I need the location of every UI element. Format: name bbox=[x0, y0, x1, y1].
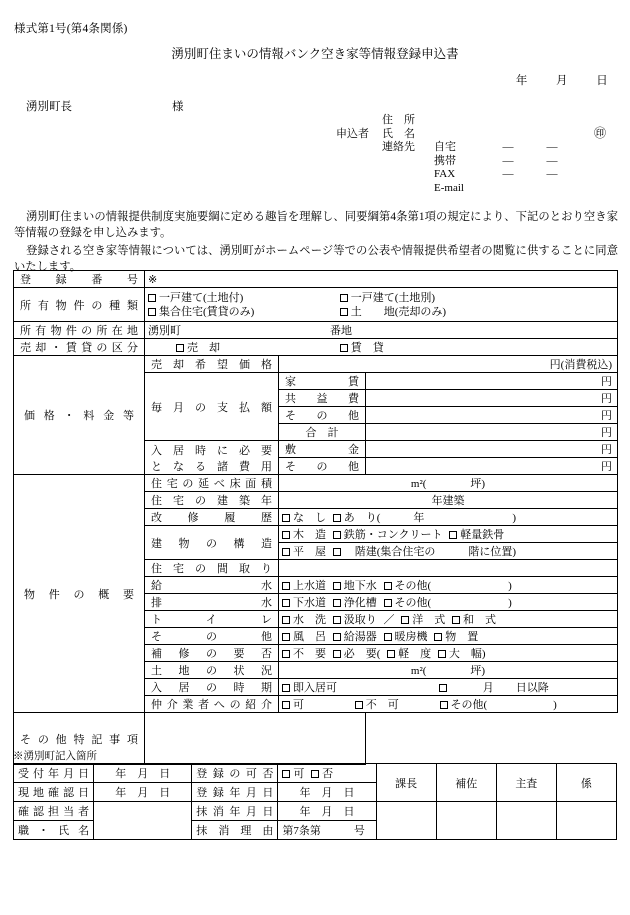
table-row-property-type bbox=[14, 288, 618, 322]
checkbox-tap-water[interactable] bbox=[282, 577, 326, 593]
checkbox-label: 集合住宅(賃貸のみ) bbox=[159, 305, 255, 318]
value-layout[interactable] bbox=[279, 560, 618, 577]
property-type-row-2 bbox=[148, 305, 614, 319]
contact-dash-2-2: — bbox=[546, 168, 558, 181]
checkbox-icon[interactable] bbox=[434, 633, 442, 641]
checkbox-bath[interactable] bbox=[282, 628, 326, 644]
value-property-type bbox=[145, 288, 618, 322]
value-move-in-timing bbox=[279, 679, 618, 696]
checkbox-detached-without-land[interactable] bbox=[340, 291, 435, 305]
checkbox-label: 可 bbox=[293, 768, 305, 780]
checkbox-label: 鉄筋・コンクリート bbox=[343, 529, 443, 541]
value-drainage bbox=[279, 594, 618, 611]
value-sale-rent-division bbox=[145, 339, 618, 356]
checkbox-label: 土 地(売却のみ) bbox=[350, 305, 447, 318]
checkbox-repair-major[interactable] bbox=[438, 645, 486, 661]
checkbox-storage[interactable] bbox=[434, 628, 478, 644]
checkbox-renovation-yes[interactable] bbox=[333, 509, 516, 525]
label-desired-price: 売却希望価格 bbox=[145, 356, 279, 373]
checkbox-icon[interactable] bbox=[282, 633, 290, 641]
label-registration-approval: 登録の可否 bbox=[192, 764, 278, 783]
checkbox-label: 和 式 bbox=[463, 614, 496, 626]
checkbox-heater[interactable] bbox=[384, 628, 428, 644]
date-line bbox=[516, 72, 608, 88]
value-structure-row-2 bbox=[279, 543, 618, 560]
contact-dash-1-1: — bbox=[502, 154, 514, 167]
value-registration-date[interactable]: 年 月 日 bbox=[278, 783, 376, 802]
checkbox-single-story[interactable] bbox=[282, 543, 326, 559]
label-monthly-payment: 毎月の支払額 bbox=[145, 373, 279, 441]
checkbox-icon[interactable] bbox=[449, 531, 457, 539]
admin-table-row-2 bbox=[14, 802, 617, 821]
property-registration-table bbox=[13, 270, 618, 765]
checkbox-referral-ok[interactable] bbox=[282, 696, 348, 712]
checkbox-sewer[interactable] bbox=[282, 594, 326, 610]
checkbox-icon[interactable] bbox=[340, 294, 348, 302]
checkbox-label: 即入居可 bbox=[293, 682, 337, 694]
checkbox-reject[interactable] bbox=[311, 765, 333, 781]
checkbox-label: 必 要( bbox=[343, 648, 381, 660]
value-agent-referral bbox=[279, 696, 618, 713]
checkbox-water-other[interactable] bbox=[384, 577, 512, 593]
label-confirming-officer: 確認担当者 bbox=[14, 802, 94, 821]
checkbox-icon[interactable] bbox=[333, 633, 341, 641]
applicant-address-label: 住 所 bbox=[382, 114, 415, 126]
checkbox-pit-toilet[interactable] bbox=[333, 611, 377, 627]
checkbox-icon[interactable] bbox=[340, 344, 348, 352]
label-overview-section: 物件の概要 bbox=[14, 475, 145, 713]
checkbox-drainage-other[interactable] bbox=[384, 594, 512, 610]
label-deposit: 敷 金 bbox=[279, 441, 366, 458]
checkbox-icon[interactable] bbox=[439, 684, 447, 692]
label-layout: 住宅の間取り bbox=[145, 560, 279, 577]
value-monthly-total[interactable]: 円 bbox=[366, 424, 618, 441]
checkbox-label: 不 要 bbox=[293, 648, 326, 660]
checkbox-label: 風 呂 bbox=[293, 631, 326, 643]
table-row-property-location bbox=[14, 322, 618, 339]
checkbox-referral-other[interactable] bbox=[440, 696, 557, 712]
label-structure: 建物の構造 bbox=[145, 526, 279, 560]
addressee: 湧別町長 bbox=[26, 101, 72, 113]
checkbox-label: 大 幅) bbox=[448, 648, 486, 660]
checkbox-japanese-style[interactable] bbox=[452, 611, 496, 627]
checkbox-wooden[interactable] bbox=[282, 526, 326, 542]
checkbox-icon[interactable] bbox=[282, 684, 290, 692]
checkbox-label: その他( ) bbox=[394, 597, 512, 609]
checkbox-repair-necessary[interactable] bbox=[333, 645, 381, 661]
header-approval-assistant: 補佐 bbox=[436, 764, 496, 802]
checkbox-icon[interactable] bbox=[333, 582, 341, 590]
header-approval-section-chief: 課長 bbox=[376, 764, 436, 802]
body-paragraph-1-text: 湧別町住まいの情報提供制度実施要綱に定める趣旨を理解し、同要綱第4条第1項の規定により、下記のとおり空き家等情報の登録を申し込みます。 bbox=[14, 211, 618, 239]
applicant-contact-row-2 bbox=[336, 168, 574, 182]
checkbox-icon[interactable] bbox=[333, 599, 341, 607]
value-land-condition[interactable]: m²( 坪) bbox=[279, 662, 618, 679]
body-paragraph-1 bbox=[14, 209, 618, 241]
label-monthly-other: そ の 他 bbox=[279, 407, 366, 424]
toilet-separator: ／ bbox=[383, 614, 395, 626]
checkbox-icon[interactable] bbox=[282, 616, 290, 624]
checkbox-icon[interactable] bbox=[282, 770, 290, 778]
checkbox-detached-with-land[interactable] bbox=[148, 291, 333, 305]
table-row-registration-number bbox=[14, 271, 618, 288]
applicant-address-row bbox=[336, 114, 574, 128]
date-day-label: 日 bbox=[596, 75, 608, 87]
checkbox-immediate-move-in[interactable] bbox=[282, 679, 432, 695]
applicant-group-label: 申込者 bbox=[336, 127, 369, 140]
contact-dash-0-1: — bbox=[502, 141, 514, 154]
checkbox-icon[interactable] bbox=[355, 701, 363, 709]
checkbox-icon[interactable] bbox=[440, 701, 448, 709]
move-in-costs-line-2: となる諸費用 bbox=[151, 460, 272, 473]
checkbox-septic-tank[interactable] bbox=[333, 594, 377, 610]
date-year-label: 年 bbox=[515, 75, 528, 87]
label-toilet: トイレ bbox=[145, 611, 279, 628]
checkbox-icon[interactable] bbox=[333, 514, 341, 522]
contact-label-1: 携帯 bbox=[434, 154, 456, 167]
label-property-location bbox=[14, 322, 145, 339]
applicant-contact-row-0 bbox=[336, 141, 574, 155]
checkbox-label: 上水道 bbox=[293, 580, 326, 592]
checkbox-label: 洋 式 bbox=[412, 614, 446, 626]
label-water-supply: 給水 bbox=[145, 577, 279, 594]
label-price-section: 価格・料金等 bbox=[14, 356, 145, 475]
checkbox-icon[interactable] bbox=[333, 616, 341, 624]
stamp-box-clerk[interactable] bbox=[556, 802, 616, 840]
value-desired-price[interactable]: 円(消費税込) bbox=[279, 356, 618, 373]
contact-dash-2-1: — bbox=[502, 168, 514, 181]
checkbox-label: 浄化槽 bbox=[343, 597, 377, 609]
checkbox-label: 木 造 bbox=[293, 529, 326, 541]
label-rent: 家 賃 bbox=[279, 373, 366, 390]
checkbox-label: 一戸建て(土地別) bbox=[350, 291, 436, 304]
stamp-box-section-chief[interactable] bbox=[376, 802, 436, 840]
location-suffix: 番地 bbox=[330, 325, 352, 337]
value-site-check-date[interactable]: 年 月 日 bbox=[94, 783, 192, 802]
checkbox-icon[interactable] bbox=[282, 531, 290, 539]
checkbox-label: その他( ) bbox=[394, 580, 512, 592]
checkbox-icon[interactable] bbox=[401, 616, 409, 624]
value-reception-date[interactable]: 年 月 日 bbox=[94, 764, 192, 783]
checkbox-label: 一戸建て(土地付) bbox=[159, 291, 244, 304]
checkbox-western-style[interactable] bbox=[401, 611, 445, 627]
checkbox-repair-unnecessary[interactable] bbox=[282, 645, 326, 661]
label-deletion-date: 抹消年月日 bbox=[192, 802, 278, 821]
form-number: 様式第1号(第4条関係) bbox=[14, 23, 128, 35]
checkbox-flush-toilet[interactable] bbox=[282, 611, 326, 627]
label-repair-needed: 補修の要否 bbox=[145, 645, 279, 662]
contact-label-3: E-mail bbox=[434, 181, 464, 194]
label-site-check-date: 現地確認日 bbox=[14, 783, 94, 802]
applicant-name-row bbox=[336, 126, 607, 142]
checkbox-icon[interactable] bbox=[384, 582, 392, 590]
label-reception-date: 受付年月日 bbox=[14, 764, 94, 783]
label-renovation: 改修履歴 bbox=[145, 509, 279, 526]
municipal-use-table bbox=[13, 763, 617, 840]
value-deletion-date[interactable]: 年 月 日 bbox=[278, 802, 376, 821]
table-row-special-notes bbox=[14, 713, 618, 765]
value-rent[interactable]: 円 bbox=[366, 373, 618, 390]
checkbox-repair-minor[interactable] bbox=[387, 645, 431, 661]
value-special-notes[interactable] bbox=[145, 713, 366, 765]
checkbox-icon[interactable] bbox=[282, 582, 290, 590]
checkbox-label: 階建(集合住宅の 階に位置) bbox=[343, 546, 517, 558]
checkbox-icon[interactable] bbox=[282, 514, 290, 522]
checkbox-label: 下水道 bbox=[293, 597, 326, 609]
contact-label-0: 自宅 bbox=[434, 141, 456, 154]
checkbox-icon[interactable] bbox=[282, 599, 290, 607]
label-floor-area: 住宅の延べ床面積 bbox=[145, 475, 279, 492]
checkbox-icon[interactable] bbox=[384, 599, 392, 607]
checkbox-label: 平 屋 bbox=[293, 546, 326, 558]
checkbox-reinforced-concrete[interactable] bbox=[333, 526, 443, 542]
checkbox-label: 地下水 bbox=[343, 580, 377, 592]
label-agent-referral: 仲介業者への紹介 bbox=[145, 696, 279, 713]
checkbox-icon[interactable] bbox=[176, 344, 184, 352]
contact-label-2: FAX bbox=[434, 168, 456, 181]
checkbox-label: 賃 貸 bbox=[350, 342, 384, 354]
checkbox-label: 給湯器 bbox=[343, 631, 377, 643]
value-other-equipment bbox=[279, 628, 618, 645]
checkbox-label: 汲取り bbox=[343, 614, 377, 626]
checkbox-icon[interactable] bbox=[438, 650, 446, 658]
checkbox-icon[interactable] bbox=[340, 308, 348, 316]
value-floor-area[interactable]: m²( 坪) bbox=[279, 475, 618, 492]
label-property-type: 所有物件の種類 bbox=[14, 288, 145, 322]
checkbox-label: その他( ) bbox=[450, 699, 557, 711]
checkbox-land-sale-only[interactable] bbox=[340, 305, 446, 319]
value-repair-needed bbox=[279, 645, 618, 662]
label-move-in-timing: 入居の時期 bbox=[145, 679, 279, 696]
applicant-block bbox=[336, 114, 607, 196]
value-build-year[interactable]: 年建築 bbox=[279, 492, 618, 509]
value-deposit[interactable]: 円 bbox=[366, 441, 618, 458]
addressee-honorific: 様 bbox=[172, 101, 184, 113]
value-registration-approval bbox=[278, 764, 376, 783]
value-registration-number[interactable]: ※ bbox=[145, 271, 618, 288]
checkbox-icon[interactable] bbox=[387, 650, 395, 658]
checkbox-label: 可 bbox=[293, 699, 304, 711]
value-move-in-other[interactable]: 円 bbox=[366, 458, 618, 475]
body-paragraph-2-text: 登録される空き家等情報については、湧別町がホームページ等での公表や情報提供希望者の閲覧に供することに同意いたします。 bbox=[14, 245, 618, 273]
value-confirming-officer[interactable] bbox=[94, 802, 192, 840]
header-approval-inspector: 主査 bbox=[496, 764, 556, 802]
checkbox-label: あ り( 年 ) bbox=[343, 512, 517, 524]
checkbox-icon[interactable] bbox=[311, 770, 319, 778]
checkbox-icon[interactable] bbox=[384, 633, 392, 641]
value-toilet bbox=[279, 611, 618, 628]
checkbox-multi-story[interactable] bbox=[333, 543, 516, 559]
label-special-notes: その他特記事項 bbox=[14, 713, 145, 765]
applicant-contact-label: 連絡先 bbox=[382, 141, 415, 154]
checkbox-icon[interactable] bbox=[333, 548, 341, 556]
checkbox-groundwater[interactable] bbox=[333, 577, 377, 593]
value-common-fee[interactable]: 円 bbox=[366, 390, 618, 407]
stamp-box-assistant[interactable] bbox=[436, 802, 496, 840]
admin-table-row-0 bbox=[14, 764, 617, 783]
checkbox-apartment-rent-only[interactable] bbox=[148, 305, 333, 319]
checkbox-referral-no[interactable] bbox=[355, 696, 433, 712]
label-registration-number: 登録番号 bbox=[14, 271, 145, 288]
checkbox-label: 売 却 bbox=[187, 342, 220, 354]
value-deletion-reason[interactable]: 第7条第 号 bbox=[278, 821, 376, 840]
checkbox-icon[interactable] bbox=[282, 650, 290, 658]
checkbox-light-steel[interactable] bbox=[449, 526, 504, 542]
contact-dash-1-2: — bbox=[546, 154, 558, 167]
label-drainage: 排水 bbox=[145, 594, 279, 611]
value-renovation bbox=[279, 509, 618, 526]
checkbox-label: 軽量鉄骨 bbox=[460, 529, 505, 541]
checkbox-icon[interactable] bbox=[282, 701, 290, 709]
checkbox-icon[interactable] bbox=[333, 650, 341, 658]
label-monthly-total: 合 計 bbox=[279, 424, 366, 441]
checkbox-label: 軽 度 bbox=[398, 648, 432, 660]
checkbox-label: 物 置 bbox=[445, 631, 479, 643]
checkbox-approve[interactable] bbox=[282, 765, 304, 781]
applicant-name-label: 氏 名 bbox=[382, 127, 415, 140]
value-water-supply bbox=[279, 577, 618, 594]
value-property-location[interactable] bbox=[145, 322, 618, 339]
checkbox-icon[interactable] bbox=[148, 308, 156, 316]
checkbox-move-in-after-date[interactable] bbox=[439, 679, 549, 695]
location-prefix: 湧別町 bbox=[148, 325, 181, 337]
property-type-row-1 bbox=[148, 291, 614, 305]
seal-icon: ㊞ bbox=[594, 126, 607, 140]
checkbox-label: 不 可 bbox=[365, 699, 399, 711]
checkbox-icon[interactable] bbox=[333, 531, 341, 539]
checkbox-water-heater[interactable] bbox=[333, 628, 377, 644]
date-month-label: 月 bbox=[556, 75, 568, 87]
value-structure-row-1 bbox=[279, 526, 618, 543]
label-text: 所有物件の所在地 bbox=[20, 325, 138, 337]
checkbox-label: な し bbox=[293, 512, 326, 524]
header-approval-clerk: 係 bbox=[556, 764, 616, 802]
stamp-box-inspector[interactable] bbox=[496, 802, 556, 840]
label-build-year: 住宅の建築年 bbox=[145, 492, 279, 509]
label-registration-date: 登録年月日 bbox=[192, 783, 278, 802]
checkbox-icon[interactable] bbox=[148, 294, 156, 302]
label-sale-rent-division: 売却・賃貸の区分 bbox=[14, 339, 145, 356]
admin-section-note: ※湧別町記入箇所 bbox=[13, 751, 97, 762]
label-deletion-reason: 抹消理由 bbox=[192, 821, 278, 840]
label-move-in-other: そ の 他 bbox=[279, 458, 366, 475]
label-move-in-costs bbox=[145, 441, 279, 475]
table-row-desired-price bbox=[14, 356, 618, 373]
value-monthly-other[interactable]: 円 bbox=[366, 407, 618, 424]
label-other-equipment: その他 bbox=[145, 628, 279, 645]
applicant-contact-row-1 bbox=[336, 155, 574, 169]
checkbox-label: 否 bbox=[322, 768, 334, 780]
label-land-condition: 土地の状況 bbox=[145, 662, 279, 679]
checkbox-label: 月 日以降 bbox=[449, 682, 549, 694]
table-row-sale-rent-division bbox=[14, 339, 618, 356]
checkbox-label: 水 洗 bbox=[293, 614, 326, 626]
checkbox-rent[interactable] bbox=[340, 339, 384, 355]
label-officer-title-name: 職・氏名 bbox=[14, 821, 94, 840]
checkbox-icon[interactable] bbox=[282, 548, 290, 556]
label-common-fee: 共 益 費 bbox=[279, 390, 366, 407]
checkbox-sale[interactable] bbox=[148, 339, 333, 355]
document-title: 湧別町住まいの情報バンク空き家等情報登録申込書 bbox=[171, 47, 459, 61]
contact-dash-0-2: — bbox=[546, 141, 558, 154]
checkbox-icon[interactable] bbox=[452, 616, 460, 624]
checkbox-renovation-none[interactable] bbox=[282, 509, 326, 525]
applicant-contact-row-3 bbox=[336, 182, 574, 196]
move-in-costs-line-1: 入居時に必要 bbox=[151, 444, 272, 457]
checkbox-label: 暖房機 bbox=[394, 631, 428, 643]
table-row-floor-area bbox=[14, 475, 618, 492]
